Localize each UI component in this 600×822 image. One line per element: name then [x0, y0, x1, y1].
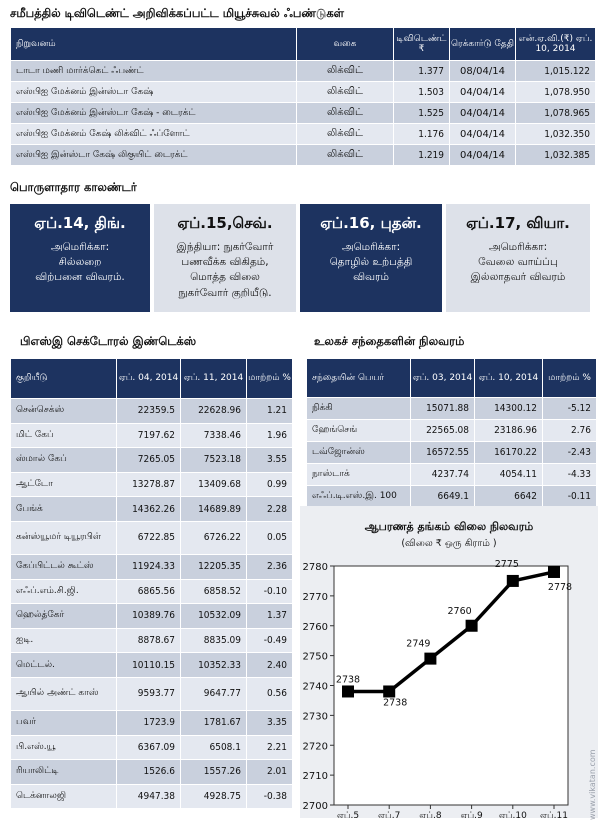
data-label: 2749: [406, 638, 431, 650]
bse-cell: 10352.33: [181, 653, 247, 678]
world-cell: நாஸ்டாக்: [307, 464, 411, 486]
bse-cell: 8835.09: [181, 628, 247, 653]
bse-cell: 6865.56: [117, 579, 181, 604]
bse-row: [11, 579, 293, 604]
bse-cell: ஆயில் அண்ட் காஸ்: [11, 677, 117, 710]
bse-cell: 11924.33: [117, 554, 181, 579]
calendar-date: ஏப்.16, புதன்.: [320, 214, 422, 232]
dividend-header-cell: ரெக்கார்டு தேதி: [450, 28, 516, 61]
dividend-header-row: [11, 28, 596, 61]
data-point: [424, 653, 436, 665]
calendar-date: ஏப்.17, வியா.: [466, 214, 570, 232]
bse-cell: 9647.77: [181, 677, 247, 710]
dividend-row: [11, 103, 596, 124]
dividend-header-cell: டிவிடெண்ட் ₹: [394, 28, 450, 61]
dividend-cell: 1.525: [394, 103, 450, 124]
bse-cell: 13409.68: [181, 472, 247, 497]
bse-cell: 1557.26: [181, 760, 247, 785]
bse-cell: 9593.77: [117, 677, 181, 710]
world-header-cell: ஏப். 03, 2014: [411, 359, 475, 398]
world-header-cell: மாற்றம் %: [543, 359, 597, 398]
dividend-cell: எஸ்பிஐ மேக்னம் இன்ஸ்டா கேஷ் - டைரக்ட்: [11, 103, 297, 124]
dividend-cell: எஸ்பிஐ மேக்னம் இன்ஸ்டா கேஷ்: [11, 82, 297, 103]
dividend-cell: 1.503: [394, 82, 450, 103]
world-cell: ஹேங்செங்: [307, 420, 411, 442]
bse-cell: 0.99: [247, 472, 293, 497]
bse-row: [11, 448, 293, 473]
dividend-cell: லிக்விட்: [297, 82, 394, 103]
dividend-cell: லிக்விட்: [297, 103, 394, 124]
bse-cell: 3.35: [247, 710, 293, 735]
bse-cell: பி.எஸ்.யூ: [11, 735, 117, 760]
dividend-header-cell: நிறுவனம்: [11, 28, 297, 61]
y-tick-label: 2770: [302, 591, 328, 603]
world-row: [307, 398, 597, 420]
x-tick-label: ஏப்.8: [419, 811, 442, 818]
bse-cell: பேங்க்: [11, 497, 117, 522]
dividend-table: [10, 27, 596, 166]
bse-cell: டெக்னாலஜி: [11, 784, 117, 809]
x-tick-label: ஏப்.7: [378, 811, 401, 818]
calendar-date: ஏப்.14, திங்.: [34, 214, 126, 232]
bse-cell: 6367.09: [117, 735, 181, 760]
watermark: www.vikatan.com: [588, 749, 597, 820]
dividend-cell: 1,032.385: [516, 145, 596, 166]
bse-cell: 6858.52: [181, 579, 247, 604]
gold-price-chart: [300, 552, 598, 818]
world-cell: 4054.11: [475, 464, 543, 486]
bse-row: [11, 760, 293, 785]
calendar-event: அமெரிக்கா: தொழில் உற்பத்தி விவரம்: [329, 241, 413, 284]
world-cell: 15071.88: [411, 398, 475, 420]
bse-cell: 14689.89: [181, 497, 247, 522]
world-cell: 14300.12: [475, 398, 543, 420]
bse-cell: -0.38: [247, 784, 293, 809]
data-point: [342, 685, 354, 697]
bse-cell: 2.01: [247, 760, 293, 785]
dividend-cell: 04/04/14: [450, 145, 516, 166]
calendar-event: அமெரிக்கா: சில்லறை விற்பனை விவரம்.: [35, 241, 125, 284]
bse-header-row: [11, 359, 293, 399]
bse-row: [11, 653, 293, 678]
bse-header-cell: மாற்றம் %: [247, 359, 293, 399]
bse-cell: 0.56: [247, 677, 293, 710]
world-cell: -4.33: [543, 464, 597, 486]
bse-cell: ஹெல்த்கேர்: [11, 604, 117, 629]
y-tick-label: 2730: [302, 711, 328, 723]
bse-cell: 1723.9: [117, 710, 181, 735]
bse-cell: 10110.15: [117, 653, 181, 678]
world-cell: 23186.96: [475, 420, 543, 442]
bse-header-cell: ஏப். 04, 2014: [117, 359, 181, 399]
bse-sectoral-table: [10, 358, 293, 809]
bse-cell: 6726.22: [181, 521, 247, 554]
world-cell: -0.11: [543, 486, 597, 508]
bse-row: [11, 710, 293, 735]
x-tick-label: ஏப்.5: [336, 811, 360, 818]
bse-cell: 22628.96: [181, 399, 247, 424]
dividend-row: [11, 145, 596, 166]
world-row: [307, 486, 597, 508]
data-label: 2778: [547, 581, 573, 593]
data-point: [548, 566, 560, 578]
world-row: [307, 442, 597, 464]
world-cell: 6649.1: [411, 486, 475, 508]
dividend-cell: 1,015.122: [516, 61, 596, 82]
dividend-cell: லிக்விட்: [297, 61, 394, 82]
dividend-cell: 1,078.965: [516, 103, 596, 124]
dividend-cell: 1.377: [394, 61, 450, 82]
bse-cell: 2.21: [247, 735, 293, 760]
data-point: [507, 575, 519, 587]
world-row: [307, 464, 597, 486]
data-point: [466, 620, 478, 632]
bse-cell: 7338.46: [181, 423, 247, 448]
world-cell: 2.76: [543, 420, 597, 442]
y-tick-label: 2710: [302, 771, 328, 783]
world-header-row: [307, 359, 597, 398]
bse-row: [11, 554, 293, 579]
calendar-title: பொருளாதார காலண்டர்: [10, 180, 137, 194]
bse-cell: 2.36: [247, 554, 293, 579]
bse-row: [11, 497, 293, 522]
dividend-cell: 04/04/14: [450, 103, 516, 124]
bse-cell: ஸ்மால் கேப்: [11, 448, 117, 473]
dividend-row: [11, 82, 596, 103]
bse-cell: கன்ஸ்யூமர் டியூரபிள்: [11, 521, 117, 554]
bse-cell: 1.21: [247, 399, 293, 424]
world-cell: எஃப்.டி.எஸ்.இ. 100: [307, 486, 411, 508]
world-markets-table: [306, 358, 597, 508]
dividend-cell: லிக்விட்: [297, 145, 394, 166]
bse-cell: 7265.05: [117, 448, 181, 473]
calendar-event: இந்தியா: நுகர்வோர் பணவீக்க விகிதம், மொத்த விலை நுகர்வோர் குறியீடு.: [176, 241, 274, 299]
bse-header-cell: ஏப். 11, 2014: [181, 359, 247, 399]
bse-cell: 12205.35: [181, 554, 247, 579]
calendar-item: [300, 204, 442, 312]
bse-cell: ஆட்டோ: [11, 472, 117, 497]
data-label: 2738: [335, 674, 361, 686]
world-cell: 4237.74: [411, 464, 475, 486]
bse-cell: மிட் கேப்: [11, 423, 117, 448]
bse-cell: ஐடி.: [11, 628, 117, 653]
bse-cell: -0.10: [247, 579, 293, 604]
world-cell: -2.43: [543, 442, 597, 464]
bse-cell: 10389.76: [117, 604, 181, 629]
dividend-cell: 08/04/14: [450, 61, 516, 82]
bse-cell: 13278.87: [117, 472, 181, 497]
dividend-header-cell: என்.ஏ.வி.(₹) ஏப். 10, 2014: [516, 28, 596, 61]
y-tick-label: 2760: [302, 621, 328, 633]
world-cell: டவ்ஜோன்ஸ்: [307, 442, 411, 464]
dividend-header-cell: வகை: [297, 28, 394, 61]
x-tick-label: ஏப்.10: [498, 811, 527, 818]
bse-cell: பவர்: [11, 710, 117, 735]
bse-cell: 14362.26: [117, 497, 181, 522]
world-cell: நிக்கி: [307, 398, 411, 420]
bse-row: [11, 628, 293, 653]
dividend-cell: டாடா மணி மார்க்கெட் ஃபண்ட்: [11, 61, 297, 82]
bse-row: [11, 423, 293, 448]
bse-cell: 4947.38: [117, 784, 181, 809]
bse-cell: 7523.18: [181, 448, 247, 473]
data-label: 2775: [494, 558, 519, 570]
dividend-cell: 04/04/14: [450, 124, 516, 145]
bse-cell: மெட்டல்.: [11, 653, 117, 678]
world-cell: 6642: [475, 486, 543, 508]
bse-row: [11, 521, 293, 554]
bse-cell: 10532.09: [181, 604, 247, 629]
gold-chart-subtitle: (விலை ₹ ஒரு கிராம் ): [401, 538, 497, 549]
bse-row: [11, 784, 293, 809]
dividend-cell: 1.176: [394, 124, 450, 145]
calendar-item: [446, 204, 590, 312]
dividend-row: [11, 124, 596, 145]
bse-cell: 0.05: [247, 521, 293, 554]
world-header-cell: ஏப். 10, 2014: [475, 359, 543, 398]
bse-header-cell: குறியீடு: [11, 359, 117, 399]
bse-cell: ரியாலிட்டி: [11, 760, 117, 785]
y-tick-label: 2720: [302, 741, 328, 753]
bse-body: [11, 399, 293, 809]
y-tick-label: 2700: [302, 801, 328, 812]
dividend-cell: 1.219: [394, 145, 450, 166]
bse-cell: கேப்பிட்டல் கூட்ஸ்: [11, 554, 117, 579]
gold-chart-title: ஆபரணத் தங்கம் விலை நிலவரம்: [364, 520, 534, 533]
bse-cell: 1.96: [247, 423, 293, 448]
bse-cell: 3.55: [247, 448, 293, 473]
calendar-item: [10, 204, 150, 312]
dividend-cell: லிக்விட்: [297, 124, 394, 145]
bse-cell: 1.37: [247, 604, 293, 629]
world-header-cell: சந்தையின் பெயர்: [307, 359, 411, 398]
dividend-cell: 1,078.950: [516, 82, 596, 103]
dividend-row: [11, 61, 596, 82]
bse-cell: 6722.85: [117, 521, 181, 554]
bse-row: [11, 399, 293, 424]
data-label: 2738: [383, 697, 408, 709]
x-tick-label: ஏப்.11: [539, 811, 569, 818]
bse-cell: 1526.6: [117, 760, 181, 785]
world-cell: 16170.22: [475, 442, 543, 464]
world-cell: 22565.08: [411, 420, 475, 442]
bse-cell: 4928.75: [181, 784, 247, 809]
dividend-title: சமீபத்தில் டிவிடெண்ட் அறிவிக்கப்பட்ட மியூச்சுவல் ஃபண்டுகள்: [10, 6, 345, 20]
bse-row: [11, 604, 293, 629]
world-title: உலகச் சந்தைகளின் நிலவரம்: [314, 334, 465, 348]
bse-row: [11, 472, 293, 497]
bse-cell: 22359.5: [117, 399, 181, 424]
dividend-cell: எஸ்பிஐ மேக்னம் கேஷ் லிக்விட் ஃப்ளோட்: [11, 124, 297, 145]
bse-row: [11, 677, 293, 710]
dividend-cell: 04/04/14: [450, 82, 516, 103]
world-body: [307, 398, 597, 508]
bse-cell: 8878.67: [117, 628, 181, 653]
bse-cell: 6508.1: [181, 735, 247, 760]
x-tick-label: ஏப்.9: [460, 811, 483, 818]
dividend-body: [11, 61, 596, 166]
plot-area: [334, 566, 568, 805]
dividend-cell: எஸ்பிஐ இன்ஸ்டா கேஷ் லிகுயிட் டைரக்ட்: [11, 145, 297, 166]
y-tick-label: 2780: [302, 562, 328, 573]
data-point: [383, 685, 395, 697]
dividend-cell: 1,032.350: [516, 124, 596, 145]
calendar-event: அமெரிக்கா: வேலை வாய்ப்பு இல்லாதவர் விவரம்: [470, 241, 566, 284]
data-label: 2760: [447, 605, 472, 617]
world-cell: 16572.55: [411, 442, 475, 464]
world-cell: -5.12: [543, 398, 597, 420]
bse-cell: -0.49: [247, 628, 293, 653]
y-tick-label: 2750: [302, 651, 328, 663]
bse-cell: 2.28: [247, 497, 293, 522]
bse-cell: 1781.67: [181, 710, 247, 735]
bse-row: [11, 735, 293, 760]
y-tick-label: 2740: [302, 681, 328, 693]
bse-cell: சென்செக்ஸ்: [11, 399, 117, 424]
bse-cell: 7197.62: [117, 423, 181, 448]
world-row: [307, 420, 597, 442]
calendar-item: [154, 204, 296, 312]
bse-cell: 2.40: [247, 653, 293, 678]
calendar-date: ஏப்.15,செவ்.: [177, 214, 273, 232]
bse-cell: எஃப்.எம்.சி.ஜி.: [11, 579, 117, 604]
bse-title: பிஎஸ்இ செக்டோரல் இண்டெக்ஸ்: [20, 334, 197, 348]
